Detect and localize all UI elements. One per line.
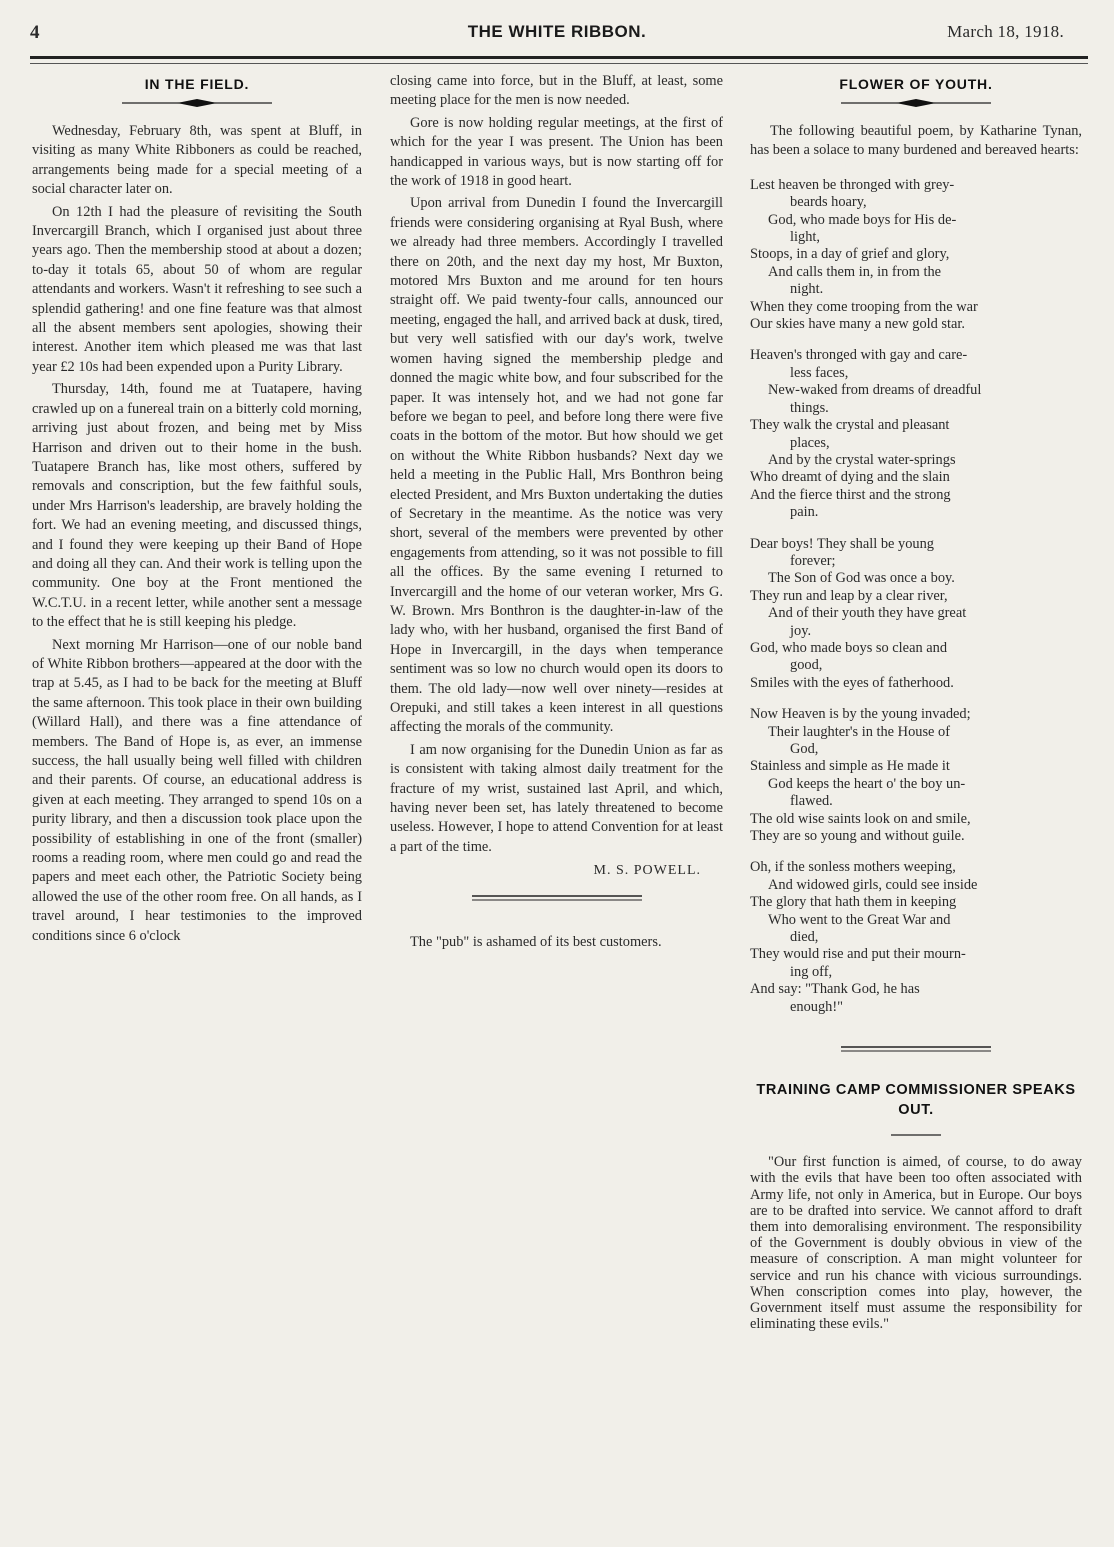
short-rule-icon (891, 1132, 941, 1138)
poem-line: And the fierce thirst and the strong (750, 486, 951, 503)
poem-line: New-waked from dreams of dreadful (768, 382, 982, 399)
poem-line: joy. (790, 622, 812, 639)
poem-intro: The following beautiful poem, by Katharine Tynan, has been a solace to many burdened and bereaved hearts: (750, 123, 1082, 159)
poem-line: They walk the crystal and pleasant (750, 417, 950, 434)
poem-line: And of their youth they have great (768, 605, 967, 622)
poem-line: Our skies have many a new gold star. (750, 316, 966, 333)
poem-line: things. (790, 399, 829, 416)
heading-ornament-icon (122, 98, 272, 108)
article-heading-in-the-field: IN THE FIELD. (144, 76, 250, 92)
poem-line: flawed. (790, 793, 833, 810)
poem-line: Oh, if the sonless mothers weeping, (750, 859, 956, 876)
poem-stanza (750, 859, 1082, 1016)
paragraph: I am now organising for the Dunedin Union as far as is consistent with taking almost daily treatment for the fracture of my wrist, sustained last April, and which, having never been set, has lately threatened to become useless. However, I hope to attend Convention for at least a part of the time. (390, 741, 723, 855)
poem-line: beards hoary, (790, 194, 867, 211)
poem (750, 177, 1082, 1016)
paragraph: Upon arrival from Dunedin I found the Invercargill friends were considering organising at Ryal Bush, where we already had three members. Accordingly I travelled there on 20th, and the next day my host, Mr Buxton, motored Mrs Buxton and me around for ten hours straight off. We paid twenty-four calls, announced our meeting, engaged the hall, and arrived back at dusk, tired, but very well satisfied with our day's work, twelve women having signed the membership pledge and donned the magic white bow, and four subscribed for the paper. It was intensely hot, and we had not gone far before we began to peel, and before long there were five coats in the bottom of the motor. But how should we get on without the White Ribbon husbands? Next day we held a meeting in the Public Hall, Mrs Bonthron being elected President, and Mrs Buxton undertaking the duties of Secretary in the meantime. As the notice was very short, several of the members were prevented by other engagements from attending, so it was not possible to fill all the offices. By the same evening I returned to Invercargill and the home of our veteran worker, Mrs G. W. Brown. Mrs Bonthron is the daughter-in-law of the lady who, with her husband, organised the first Band of Hope in Invercargill, in the days when temperance sentiment was so low no church would open its doors to them. The old lady—now well over ninety—resides at Orepuki, and still takes a keen interest in all questions affecting the morals of the community. (390, 195, 723, 736)
poem-line: less faces, (790, 364, 849, 381)
poem-line: Who went to the Great War and (768, 911, 951, 928)
paragraph: Thursday, 14th, found me at Tuatapere, having crawled up on a funereal train on a bitterly cold morning, arriving just about frozen, and being met by Miss Harrison and driven out to their home in the bush. Tuatapere Branch has, like most others, suffered by removals and conscription, but the few faithful souls, under Mrs Harrison's leadership, are bravely holding the fort. We had an evening meeting, and discussed things, and I found they were keeping up their Band of Hope and doing all they can. And their work is telling upon the community. One boy at the Front mentioned the W.C.T.U. in a recent letter, while another sent a message to the effect that he is still keeping his pledge. (32, 381, 362, 631)
poem-line: And calls them in, in from the (768, 263, 942, 280)
poem-line: The Son of God was once a boy. (768, 570, 955, 587)
masthead-title: THE WHITE RIBBON. (467, 22, 647, 41)
poem-stanza (750, 177, 1082, 334)
poem-line: They run and leap by a clear river, (750, 587, 948, 604)
paragraph: Next morning Mr Harrison—one of our noble band of White Ribbon brothers—appeared at the door with the trap at 5.45, as I had to be back for the meeting at Bluff the same afternoon. This took place in their own building (Willard Hall), and there was a fine attendance of members. The Band of Hope is, as ever, an immense success, the hall usually being well filled with children and their parents. Of course, an educational address is given at each meeting. They arranged to spend 10s on a purity library, and then a discussion took place upon the possibility of establishing in one of the front (smaller) rooms a reading room, where men could go and read the papers and meet each other, the Patriotic Society being allowed the use of the other room free. On all hands, as I travel around, I hear testimonies to the improved conditions since 6 o'clock (32, 636, 362, 944)
poem-line: God, (790, 741, 819, 757)
column-3 (750, 72, 1082, 1532)
issue-date: March 18, 1918. (947, 22, 1064, 41)
page-header (0, 22, 1114, 50)
poem-line: Stainless and simple as He made it (750, 758, 950, 775)
paragraph: Wednesday, February 8th, was spent at Bluff, in visiting as many White Ribboners as could be reached, arrangements being made for a special meeting of a social character later on. (32, 123, 362, 198)
article-heading-training-camp: TRAINING CAMP COMMISSIONER SPEAKS OUT. (756, 1082, 1076, 1119)
poem-line: Their laughter's in the House of (768, 723, 951, 740)
poem-line: God keeps the heart o' the boy un- (768, 775, 966, 792)
poem-line: They would rise and put their mourn- (750, 946, 966, 963)
poem-line: They are so young and without guile. (750, 828, 965, 845)
poem-line: The glory that hath them in keeping (750, 894, 957, 911)
header-rule-thin (30, 63, 1088, 64)
section-separator-icon (472, 893, 642, 903)
poem-stanza (750, 536, 1082, 693)
heading-ornament-icon (841, 98, 991, 108)
paragraph: On 12th I had the pleasure of revisiting the South Invercargill Branch, which I organised just about three years ago. Then the membership stood at about a dozen; to-day it totals 65, about 50 of whom are regular attendants and workers. Wasn't it refreshing to see such a splendid gathering! and one fine feature was that almost all the absent members sent apologies, showing their interest. Another item which pleased me was that last year £2 10s had been expended upon a Purity Library. (32, 203, 362, 375)
poem-stanza (750, 706, 1082, 845)
poem-line: And say: "Thank God, he has (750, 981, 920, 998)
poem-line: Who dreamt of dying and the slain (750, 469, 950, 486)
poem-line: And by the crystal water-springs (768, 451, 956, 468)
author-signature: M. S. POWELL. (593, 863, 701, 879)
poem-line: Now Heaven is by the young invaded; (750, 706, 971, 723)
poem-line: night. (790, 281, 824, 298)
page-number: 4 (30, 22, 40, 43)
filler-line: The "pub" is ashamed of its best customers. (410, 934, 662, 951)
article-heading-flower-of-youth: FLOWER OF YOUTH. (839, 76, 993, 92)
poem-line: And widowed girls, could see inside (768, 876, 978, 893)
poem-line: Lest heaven be thronged with grey- (750, 176, 955, 193)
quote-paragraph: "Our first function is aimed, of course, to do away with the evils that have been too often associated with Army life, not only in America, but in Europe. Our boys are to be drafted into service. We cannot afford to draft them into demoralising environment. The responsibility of the Government is doubly obvious in view of the measure of conscription. A man might volunteer for service and run his chance with vicious surroundings. When conscription comes into play, however, the Government itself must assume the responsibility for eliminating these evils." (750, 1154, 1082, 1333)
poem-line: enough!" (790, 998, 844, 1015)
poem-line: God, who made boys so clean and (750, 639, 948, 656)
column-1 (32, 72, 362, 1532)
poem-line: pain. (790, 504, 819, 521)
header-rule (30, 56, 1088, 59)
poem-line: When they come trooping from the war (750, 298, 978, 315)
poem-line: ing off, (790, 963, 833, 980)
paragraph: Gore is now holding regular meetings, at the first of which for the year I was present. The Union has been handicapped in various ways, but is now starting off for the work of 1918 in good heart. (390, 114, 723, 190)
poem-line: The old wise saints look on and smile, (750, 810, 971, 827)
poem-line: God, who made boys for His de- (768, 211, 957, 228)
poem-line: forever; (790, 552, 836, 569)
poem-line: good, (790, 657, 823, 674)
poem-stanza (750, 347, 1082, 521)
poem-line: places, (790, 434, 830, 451)
poem-line: Smiles with the eyes of fatherhood. (750, 674, 954, 691)
poem-line: light, (790, 229, 820, 246)
poem-line: Stoops, in a day of grief and glory, (750, 246, 950, 263)
section-separator-icon (841, 1044, 991, 1054)
poem-line: Dear boys! They shall be young (750, 535, 934, 552)
poem-line: died, (790, 929, 819, 946)
paragraph: closing came into force, but in the Bluff, at least, some meeting place for the men is now needed. (390, 73, 723, 109)
column-2 (390, 72, 723, 1532)
poem-line: Heaven's thronged with gay and care- (750, 347, 968, 364)
